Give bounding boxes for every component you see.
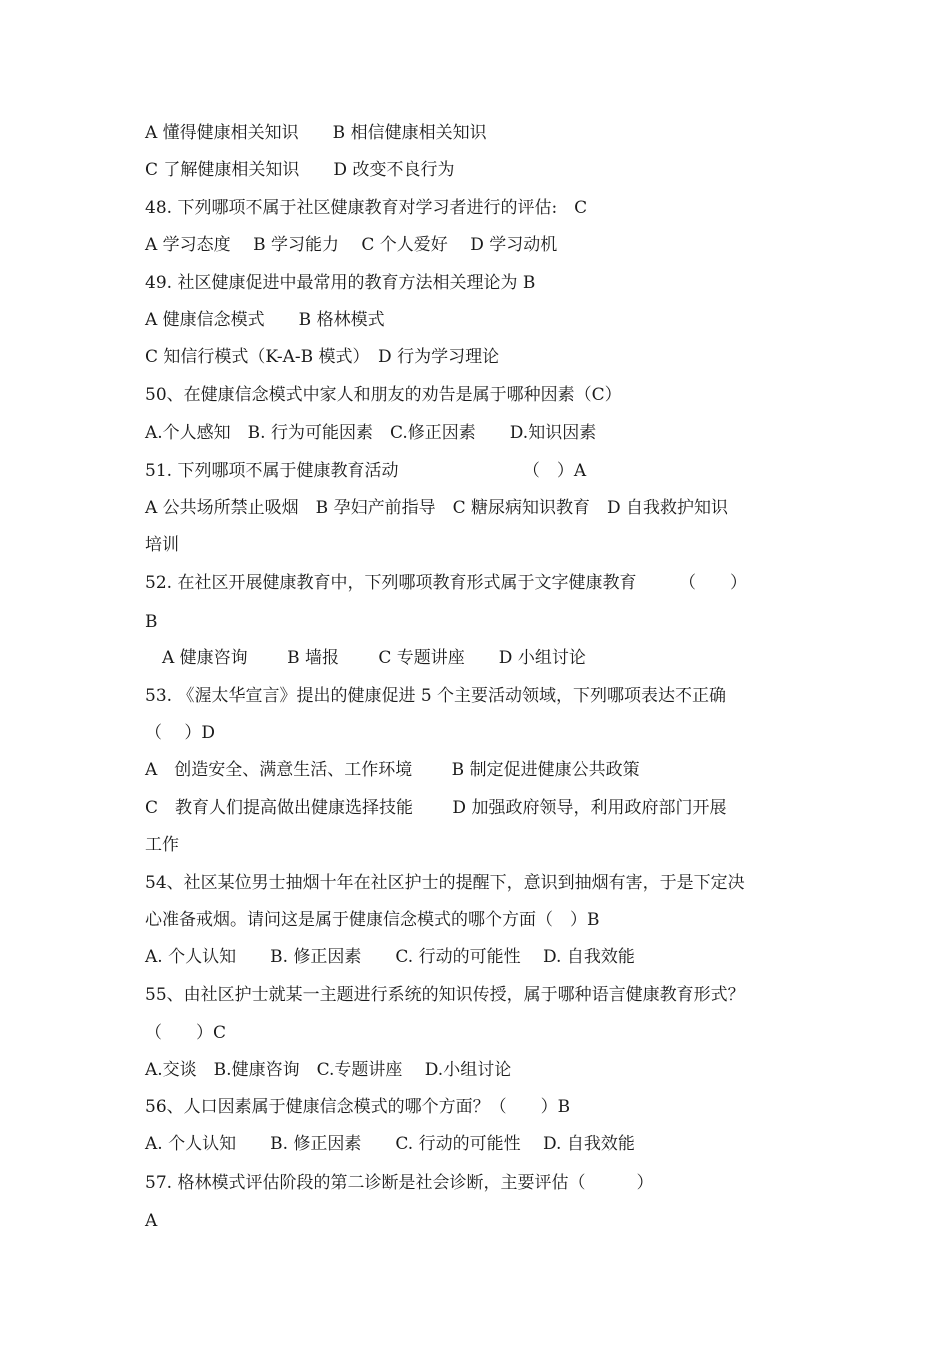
option-line: A. 个人认知 B. 修正因素 C. 行动的可能性 D. 自我效能 <box>145 947 635 967</box>
question-51: 51. 下列哪项不属于健康教育活动 （ ）A <box>145 461 587 481</box>
option-line: A.个人感知 B. 行为可能因素 C.修正因素 D.知识因素 <box>145 423 597 443</box>
option-line: C 了解健康相关知识 D 改变不良行为 <box>145 160 455 180</box>
question-55: 55、由社区护士就某一主题进行系统的知识传授，属于哪种语言健康教育形式？ <box>145 985 745 1005</box>
question-56: 56、人口因素属于健康信念模式的哪个方面？（ ）B <box>145 1097 571 1117</box>
question-54: 54、社区某位男士抽烟十年在社区护士的提醒下，意识到抽烟有害，于是下定决 <box>145 873 745 893</box>
question-52: 52. 在社区开展健康教育中，下列哪项教育形式属于文字健康教育 （ ） <box>145 573 747 593</box>
question-54-continued: 心准备戒烟。请问这是属于健康信念模式的哪个方面（ ）B <box>145 910 600 930</box>
option-line: C 知信行模式（K-A-B 模式） D 行为学习理论 <box>145 347 500 367</box>
option-line: A 健康咨询 B 墙报 C 专题讲座 D 小组讨论 <box>145 648 586 668</box>
answer-line: （ ）C <box>145 1023 227 1043</box>
question-50: 50、在健康信念模式中家人和朋友的劝告是属于哪种因素（C） <box>145 385 622 405</box>
question-49: 49. 社区健康促进中最常用的教育方法相关理论为 B <box>145 273 536 293</box>
option-line: A. 个人认知 B. 修正因素 C. 行动的可能性 D. 自我效能 <box>145 1134 635 1154</box>
option-line: A 健康信念模式 B 格林模式 <box>145 310 385 330</box>
option-line: A 懂得健康相关知识 B 相信健康相关知识 <box>145 123 487 143</box>
question-53: 53. 《渥太华宣言》提出的健康促进 5 个主要活动领域，下列哪项表达不正确 <box>145 686 727 706</box>
question-48: 48. 下列哪项不属于社区健康教育对学习者进行的评估: C <box>145 198 588 218</box>
option-line-continued: 培训 <box>145 535 179 555</box>
option-line: C 教育人们提高做出健康选择技能 D 加强政府领导，利用政府部门开展 <box>145 798 727 818</box>
question-57: 57. 格林模式评估阶段的第二诊断是社会诊断，主要评估（ ） <box>145 1173 654 1193</box>
answer-line: B <box>145 612 158 632</box>
option-line: A 公共场所禁止吸烟 B 孕妇产前指导 C 糖尿病知识教育 D 自我救护知识 <box>145 498 729 518</box>
answer-line: （ ）D <box>145 723 216 743</box>
option-line: A 学习态度 B 学习能力 C 个人爱好 D 学习动机 <box>145 235 558 255</box>
option-line: A.交谈 B.健康咨询 C.专题讲座 D.小组讨论 <box>145 1060 512 1080</box>
option-line-continued: 工作 <box>145 835 179 855</box>
answer-line: A <box>145 1211 158 1231</box>
option-line: A 创造安全、满意生活、工作环境 B 制定促进健康公共政策 <box>145 760 640 780</box>
